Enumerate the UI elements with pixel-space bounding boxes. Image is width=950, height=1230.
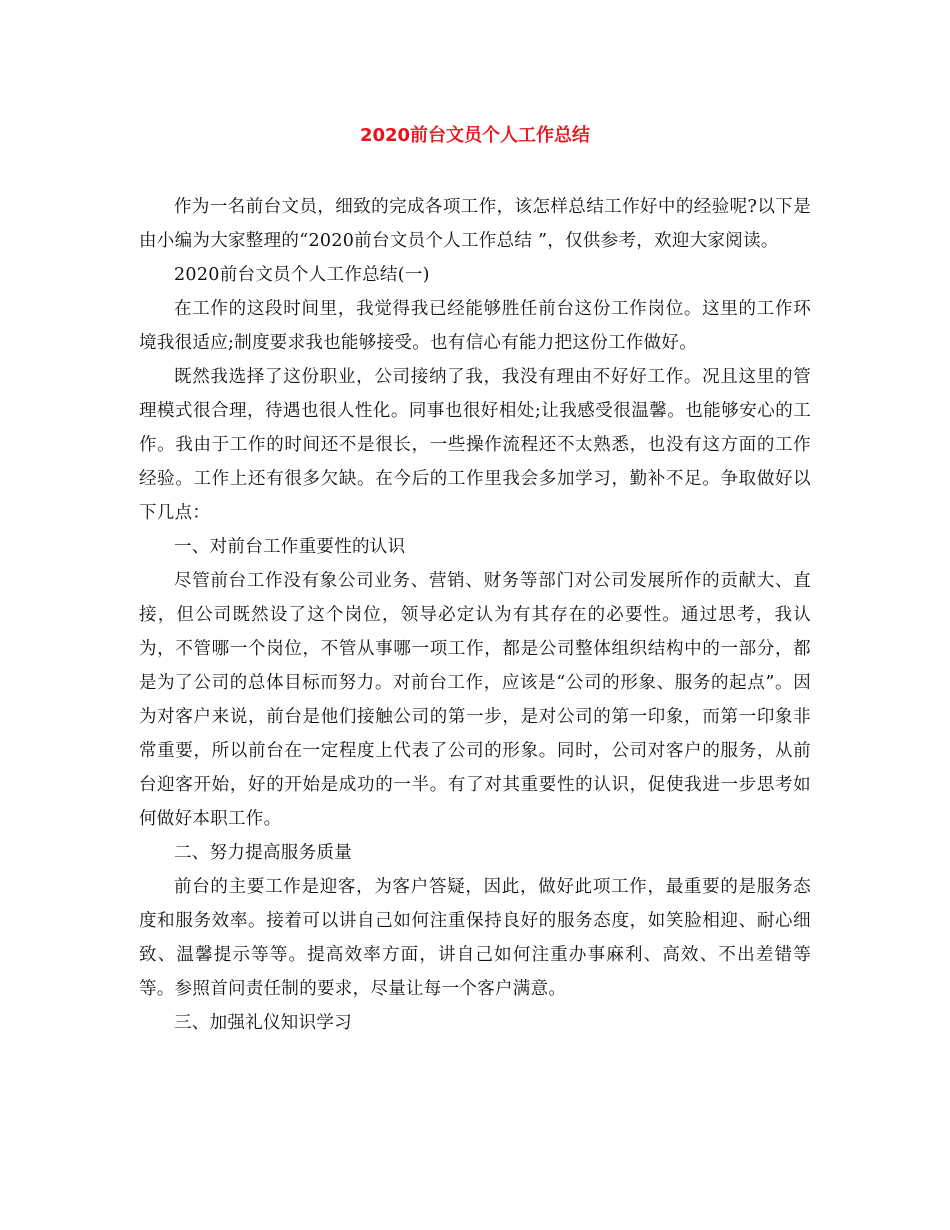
body-paragraph: 在工作的这段时间里，我觉得我已经能够胜任前台这份工作岗位。这里的工作环境我很适应;制度要求我也能够接受。也有信心有能力把这份工作做好。 bbox=[139, 299, 811, 353]
body-paragraph: 既然我选择了这份职业，公司接纳了我，我没有理由不好好工作。况且这里的管理模式很合理，待遇也很人性化。同事也很好相处;让我感受很温馨。也能够安心的工作。我由于工作的时间还不是很长，一些操作流程还不太熟悉，也没有这方面的工作经验。工作上还有很多欠缺。在今后的工作里我会多加学习，勤补不足。争取做好以下几点： bbox=[139, 367, 811, 523]
document-body bbox=[139, 190, 811, 1040]
body-paragraph: 尽管前台工作没有象公司业务、营销、财务等部门对公司发展所作的贡献大、直接，但公司既然设了这个岗位，领导必定认为有其存在的必要性。通过思考，我认为，不管哪一个岗位，不管从事哪一项工作，都是公司整体组织结构中的一部分，都是为了公司的总体目标而努力。对前台工作，应该是“公司的形象、服务的起点”。因为对客户来说，前台是他们接触公司的第一步，是对公司的第一印象，而第一印象非常重要，所以前台在一定程度上代表了公司的形象。同时，公司对客户的服务，从前台迎客开始，好的开始是成功的一半。有了对其重要性的认识，促使我进一步思考如何做好本职工作。 bbox=[139, 571, 811, 829]
subsection-heading: 二、努力提高服务质量 bbox=[174, 843, 352, 863]
document-title: 2020前台文员个人工作总结 bbox=[359, 125, 591, 146]
subsection-heading: 三、加强礼仪知识学习 bbox=[174, 1013, 352, 1033]
subsection-heading: 一、对前台工作重要性的认识 bbox=[174, 537, 406, 557]
intro-paragraph: 作为一名前台文员，细致的完成各项工作，该怎样总结工作好中的经验呢?以下是由小编为大家整理的“2020前台文员个人工作总结 ”，仅供参考，欢迎大家阅读。 bbox=[139, 197, 811, 251]
body-paragraph: 前台的主要工作是迎客，为客户答疑，因此，做好此项工作，最重要的是服务态度和服务效率。接着可以讲自己如何注重保持良好的服务态度，如笑脸相迎、耐心细致、温馨提示等等。提高效率方面，讲自己如何注重办事麻利、高效、不出差错等等。参照首问责任制的要求，尽量让每一个客户满意。 bbox=[139, 877, 811, 999]
section-heading: 2020前台文员个人工作总结(一) bbox=[174, 265, 430, 285]
